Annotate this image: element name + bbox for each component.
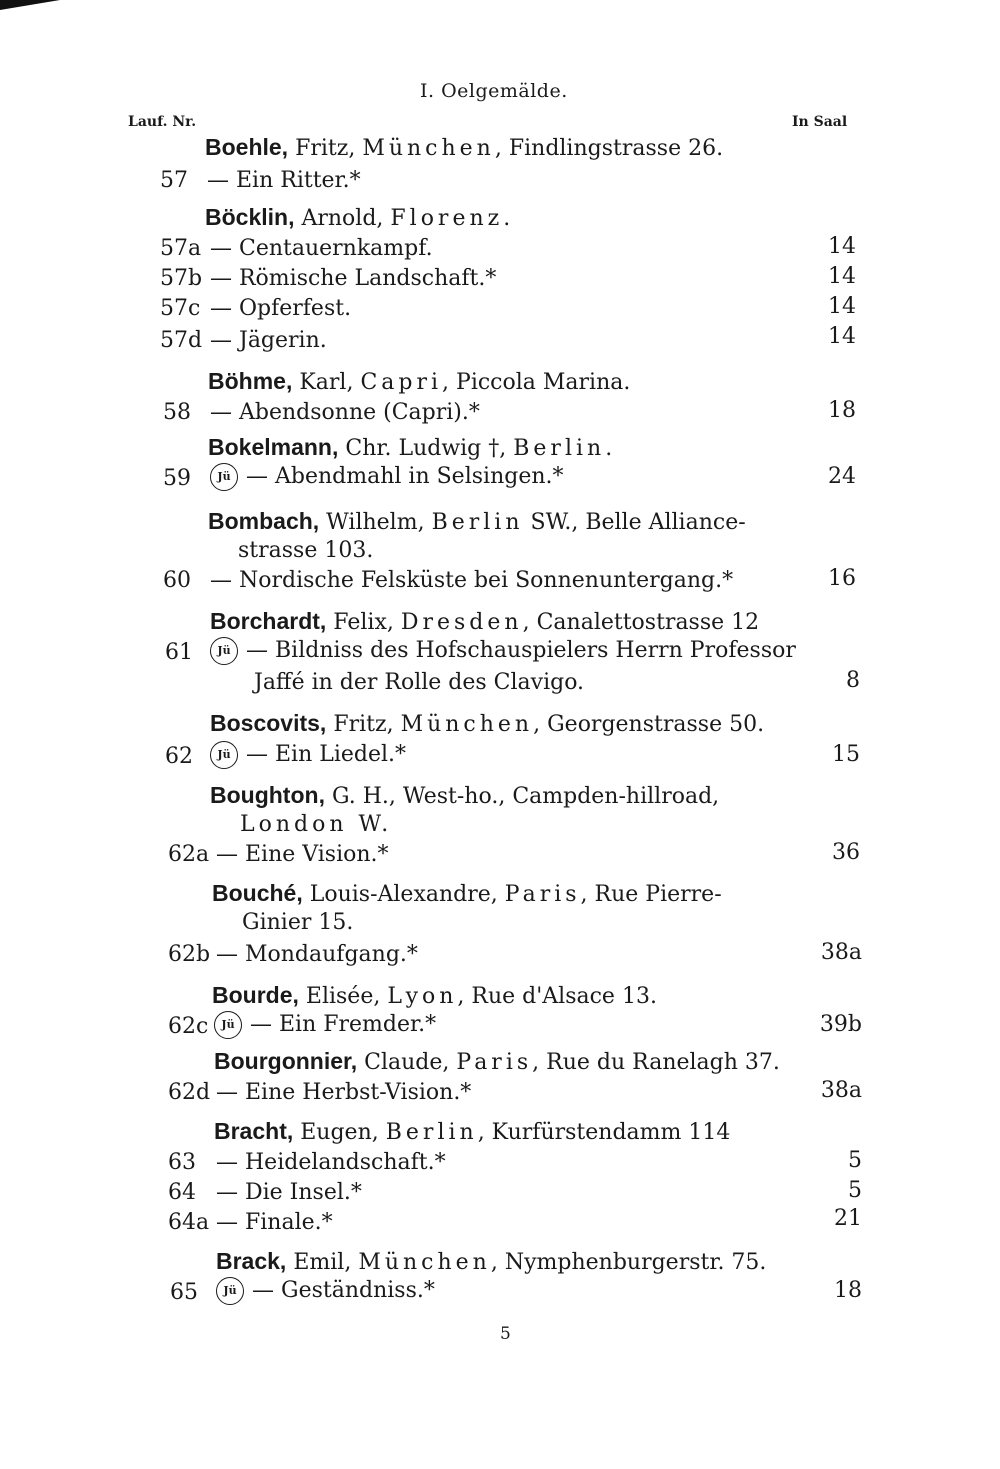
work-number: 57d bbox=[160, 328, 203, 353]
work-number: 62d bbox=[168, 1080, 211, 1105]
room-number: 24 bbox=[828, 464, 856, 489]
work-title: — Heidelandschaft.* bbox=[216, 1150, 446, 1175]
room-number: 18 bbox=[834, 1278, 862, 1303]
artist-entry: Böcklin, Arnold, Florenz. bbox=[205, 204, 511, 231]
work-title: Jü — Ein Liedel.* bbox=[206, 741, 406, 769]
jury-stamp-icon: Jü bbox=[210, 637, 238, 665]
work-title: Jü — Bildniss des Hofschauspielers Herrn Professor bbox=[206, 637, 796, 665]
jury-stamp-icon: Jü bbox=[216, 1277, 244, 1305]
work-number: 62a bbox=[168, 842, 210, 867]
artist-entry: Bokelmann, Chr. Ludwig †, Berlin. bbox=[208, 434, 613, 461]
artist-entry: Boughton, G. H., West-ho., Campden-hillroad, bbox=[210, 782, 720, 809]
room-number: 38a bbox=[820, 1078, 862, 1103]
room-number: 5 bbox=[848, 1178, 862, 1203]
room-number: 14 bbox=[828, 264, 856, 289]
work-title: — Centauernkampf. bbox=[210, 236, 433, 261]
section-title: I. Oelgemälde. bbox=[420, 80, 568, 102]
work-number: 64 bbox=[168, 1180, 196, 1205]
room-number: 14 bbox=[828, 294, 856, 319]
work-number: 59 bbox=[163, 466, 191, 491]
work-number: 65 bbox=[170, 1280, 198, 1305]
work-title-cont: Jaffé in der Rolle des Clavigo. bbox=[254, 670, 585, 695]
work-title: — Ein Ritter.* bbox=[207, 168, 361, 193]
work-number: 58 bbox=[163, 400, 191, 425]
jury-stamp-icon: Jü bbox=[210, 741, 238, 769]
artist-entry: Böhme, Karl, Capri, Piccola Marina. bbox=[208, 368, 631, 395]
artist-entry: Borchardt, Felix, Dresden, Canalettostrasse 12 bbox=[210, 608, 760, 635]
work-title: — Abendsonne (Capri).* bbox=[210, 400, 480, 425]
artist-entry: Bouché, Louis-Alexandre, Paris, Rue Pierre- bbox=[212, 880, 722, 907]
artist-entry: Bourgonnier, Claude, Paris, Rue du Ranelagh 37. bbox=[214, 1048, 780, 1075]
work-number: 64a bbox=[168, 1210, 210, 1235]
jury-stamp-icon: Jü bbox=[214, 1011, 242, 1039]
artist-entry: Boehle, Fritz, München, Findlingstrasse 26. bbox=[205, 134, 724, 161]
work-title: Jü — Abendmahl in Selsingen.* bbox=[206, 463, 564, 491]
work-number: 57b bbox=[160, 266, 203, 291]
artist-entry: Bourde, Elisée, Lyon, Rue d'Alsace 13. bbox=[212, 982, 657, 1009]
jury-stamp-icon: Jü bbox=[210, 463, 238, 491]
room-number: 16 bbox=[828, 566, 856, 591]
work-title: — Mondaufgang.* bbox=[216, 942, 418, 967]
work-title: Jü — Geständniss.* bbox=[212, 1277, 435, 1305]
artist-address-cont: Ginier 15. bbox=[242, 910, 354, 935]
artist-address-cont: London W. bbox=[240, 812, 393, 837]
page-number: 5 bbox=[500, 1324, 511, 1344]
room-number: 21 bbox=[834, 1206, 862, 1231]
room-number: 14 bbox=[828, 234, 856, 259]
work-number: 57 bbox=[160, 168, 188, 193]
work-number: 62b bbox=[168, 942, 211, 967]
work-title: — Die Insel.* bbox=[216, 1180, 362, 1205]
artist-entry: Bracht, Eugen, Berlin, Kurfürstendamm 114 bbox=[214, 1118, 731, 1145]
work-title: — Finale.* bbox=[216, 1210, 333, 1235]
room-number: 38a bbox=[820, 940, 862, 965]
room-number: 8 bbox=[846, 668, 860, 693]
work-number: 62 bbox=[165, 744, 193, 769]
work-title: — Eine Vision.* bbox=[216, 842, 389, 867]
room-number: 39b bbox=[819, 1012, 862, 1037]
room-number: 36 bbox=[832, 840, 860, 865]
work-title: — Jägerin. bbox=[210, 328, 327, 353]
work-title: — Römische Landschaft.* bbox=[210, 266, 497, 291]
work-number: 63 bbox=[168, 1150, 196, 1175]
work-number: 57a bbox=[160, 236, 202, 261]
artist-entry: Boscovits, Fritz, München, Georgenstrasse 50. bbox=[210, 710, 765, 737]
scan-edge-mark bbox=[0, 0, 60, 14]
work-number: 57c bbox=[160, 296, 201, 321]
room-number: 15 bbox=[832, 742, 860, 767]
work-number: 60 bbox=[163, 568, 191, 593]
room-number: 14 bbox=[828, 324, 856, 349]
artist-entry: Bombach, Wilhelm, Berlin SW., Belle Alliance- bbox=[208, 508, 746, 535]
artist-entry: Brack, Emil, München, Nymphenburgerstr. 75. bbox=[216, 1248, 767, 1275]
work-number: 62c bbox=[168, 1014, 209, 1039]
room-number: 18 bbox=[828, 398, 856, 423]
room-number: 5 bbox=[848, 1148, 862, 1173]
column-header-number: Lauf. Nr. bbox=[128, 114, 197, 130]
work-title: Jü — Ein Fremder.* bbox=[210, 1011, 436, 1039]
work-title: — Nordische Felsküste bei Sonnenuntergang.* bbox=[210, 568, 734, 593]
work-title: — Opferfest. bbox=[210, 296, 352, 321]
work-title: — Eine Herbst-Vision.* bbox=[216, 1080, 472, 1105]
work-number: 61 bbox=[165, 640, 193, 665]
column-header-room: In Saal bbox=[792, 114, 848, 130]
artist-address-cont: strasse 103. bbox=[238, 538, 374, 563]
